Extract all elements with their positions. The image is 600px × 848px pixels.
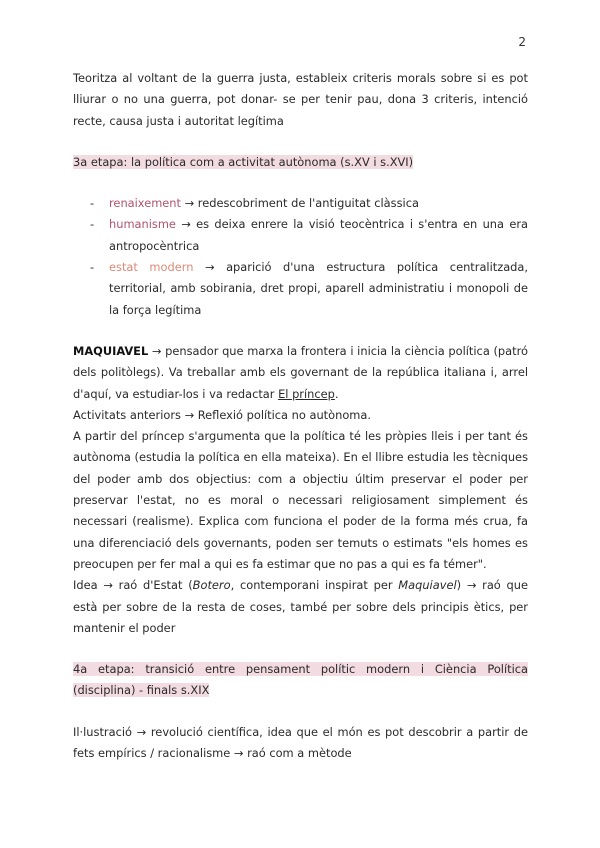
list-item	[73, 193, 528, 214]
idea-suffix: ) → raó que està per sobre de la resta de coses, també per sobre dels principis ètics, per mantenir el poder	[73, 578, 528, 635]
bullet-dash: -	[90, 217, 95, 232]
page-number: 2	[518, 35, 526, 49]
section-3-heading: 3a etapa: la política com a activitat autònoma (s.XV i s.XVI)	[73, 154, 414, 169]
intro-paragraph: Teoritza al voltant de la guerra justa, estableix criteris morals sobre si es pot lliurar o no una guerra, pot donar- se per tenir pau, dona 3 criteris, intenció recte, causa justa i autoritat legítima	[73, 71, 528, 128]
term-renaixement: renaixement	[109, 196, 181, 211]
document-body	[73, 68, 528, 764]
list-item-text: → aparició d'una estructura política centralitzada, territorial, amb sobirania, dret propi, aparell administratiu i monopoli de la força legítima	[109, 260, 529, 317]
idea-paragraph	[73, 575, 528, 639]
term-estat-modern: estat modern	[109, 260, 194, 275]
idea-mid: , contemporani inspirat per	[230, 578, 399, 593]
list-item	[73, 257, 528, 321]
principe-paragraph: A partir del príncep s'argumenta que la política té les pròpies lleis i per tant és autònoma (estudia la política en ella mateixa). En el llibre estudia les tècniques del poder amb dos objectius: com a objectiu últim preservar el poder per preservar l'estat, no es moral o necessari religiosament simplement és necessari (realisme). Explica com funciona el poder de la forma més crua, fa una diferenciació dels governants, poden ser temuts o estimats "els homes es preocupen per fer mal a qui es fa estimar que no pas a qui es fa témer".	[73, 429, 528, 571]
maquiavel-paragraph	[73, 341, 528, 405]
bullet-dash: -	[90, 196, 95, 211]
maquiavel-name: MAQUIAVEL	[73, 343, 149, 358]
bullet-dash: -	[90, 260, 95, 275]
section-3-list	[73, 193, 528, 321]
list-item-text: → es deixa enrere la visió teocèntrica i s'entra en una era antropocèntrica	[109, 217, 528, 253]
section-3-heading-block	[73, 152, 528, 173]
activitats-line: Activitats anteriors → Reflexió política no autònoma.	[73, 407, 371, 422]
botero-name: Botero	[192, 578, 231, 593]
period: .	[334, 386, 339, 401]
idea-prefix: Idea → raó d'Estat (	[73, 578, 193, 593]
illustracio-paragraph: Il·lustració → revolució científica, idea que el món es pot descobrir a partir de fets empírics / racionalisme → raó com a mètode	[73, 724, 528, 761]
maquiavel-italic: Maquiavel	[398, 578, 457, 593]
section-4-heading: 4a etapa: transició entre pensament polític modern i Ciència Política (disciplina) - finals s.XIX	[73, 662, 528, 698]
list-item	[73, 214, 528, 257]
list-item-text: → redescobriment de l'antiguitat clàssica	[181, 196, 419, 211]
maquiavel-text: → pensador que marxa la frontera i inicia la ciència política (patró dels politòlegs). Va treballar amb els governant de la república italiana i, arrel d'aquí, va estudiar-los i va redactar	[73, 343, 528, 401]
book-title: El príncep	[278, 386, 335, 401]
term-humanisme: humanisme	[109, 217, 176, 232]
section-4-heading-block	[73, 659, 528, 702]
